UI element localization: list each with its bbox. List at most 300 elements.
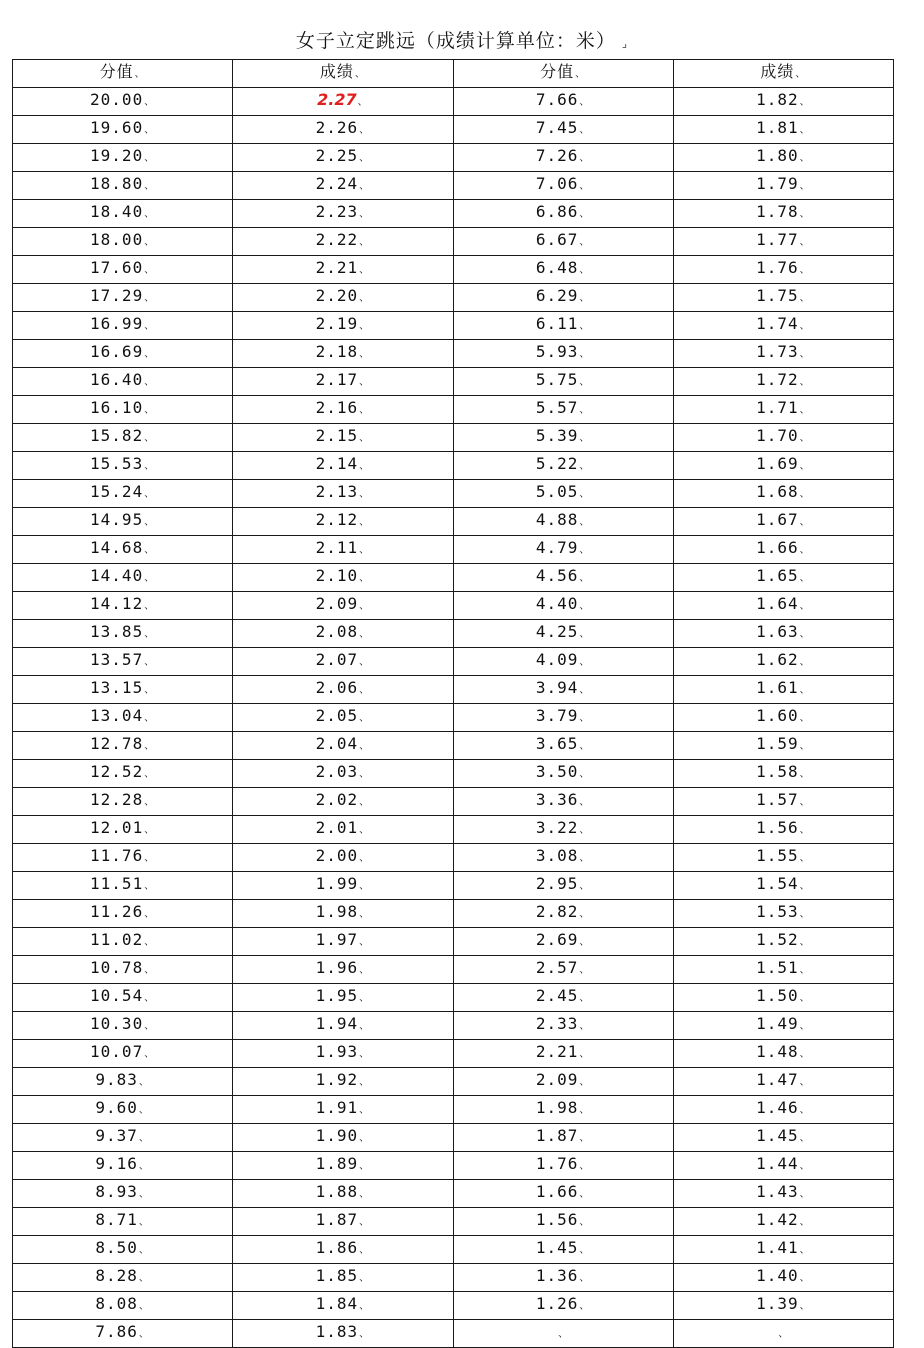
cell-mark: 、 [359, 685, 371, 696]
result-cell: 1.98、 [233, 900, 453, 928]
cell-mark: 、 [359, 1049, 371, 1060]
cell-mark: 、 [144, 713, 156, 724]
cell-mark: 、 [359, 1105, 371, 1116]
score-cell-2: 7.06、 [453, 172, 673, 200]
score-cell-2: 1.45、 [453, 1236, 673, 1264]
result-cell: 1.93、 [233, 1040, 453, 1068]
cell-mark: 、 [138, 1217, 150, 1228]
cell-mark: 、 [144, 769, 156, 780]
result-cell: 2.21、 [233, 256, 453, 284]
result-cell-2: 1.42、 [673, 1208, 893, 1236]
table-row [13, 760, 894, 788]
cell-mark: 、 [359, 881, 371, 892]
cell-mark: 、 [144, 265, 156, 276]
cell-mark: 、 [144, 489, 156, 500]
table-row [13, 536, 894, 564]
result-cell: 2.04、 [233, 732, 453, 760]
cell-mark: 、 [579, 125, 591, 136]
cell-mark: 、 [359, 517, 371, 528]
cell-mark: 、 [799, 741, 811, 752]
table-row [13, 704, 894, 732]
cell-mark: 、 [799, 265, 811, 276]
cell-mark: 、 [359, 433, 371, 444]
result-cell-2: 1.68、 [673, 480, 893, 508]
result-cell-2: 1.54、 [673, 872, 893, 900]
score-cell-2: 7.26、 [453, 144, 673, 172]
score-cell: 17.29、 [13, 284, 233, 312]
result-cell-2: 1.49、 [673, 1012, 893, 1040]
cell-mark: 、 [359, 153, 371, 164]
score-cell-2: 3.08、 [453, 844, 673, 872]
result-cell: 2.19、 [233, 312, 453, 340]
cell-mark: 、 [799, 1245, 811, 1256]
score-cell: 8.08、 [13, 1292, 233, 1320]
cell-mark: 、 [579, 1301, 591, 1312]
cell-mark: 、 [579, 1077, 591, 1088]
result-cell-2: 1.48、 [673, 1040, 893, 1068]
table-row [13, 368, 894, 396]
cell-mark: 、 [144, 237, 156, 248]
score-cell: 13.57、 [13, 648, 233, 676]
cell-mark: 、 [579, 601, 591, 612]
cell-mark: 、 [579, 657, 591, 668]
cell-mark: 、 [144, 153, 156, 164]
result-cell: 1.87、 [233, 1208, 453, 1236]
cell-mark: 、 [799, 97, 811, 108]
score-cell: 19.60、 [13, 116, 233, 144]
result-cell-2: 1.71、 [673, 396, 893, 424]
cell-mark: 、 [144, 797, 156, 808]
result-cell: 2.17、 [233, 368, 453, 396]
cell-mark: 、 [144, 1021, 156, 1032]
cell-mark: 、 [579, 461, 591, 472]
score-cell-2: 6.86、 [453, 200, 673, 228]
cell-mark: 、 [144, 517, 156, 528]
score-cell-2: 4.56、 [453, 564, 673, 592]
cell-mark: 、 [579, 265, 591, 276]
cell-mark: 、 [359, 797, 371, 808]
table-row [13, 424, 894, 452]
result-cell: 1.90、 [233, 1124, 453, 1152]
score-table [12, 59, 894, 1348]
cell-mark: 、 [579, 1161, 591, 1172]
score-cell-2: 6.48、 [453, 256, 673, 284]
cell-mark: 、 [144, 293, 156, 304]
table-row [13, 452, 894, 480]
cell-mark: 、 [357, 97, 369, 108]
cell-mark: 、 [579, 853, 591, 864]
document-title [0, 26, 924, 53]
score-cell-2: 1.56、 [453, 1208, 673, 1236]
result-cell: 1.88、 [233, 1180, 453, 1208]
score-cell-2: 5.57、 [453, 396, 673, 424]
cell-mark: 、 [359, 937, 371, 948]
table-row [13, 480, 894, 508]
cell-mark: 、 [144, 657, 156, 668]
score-cell-2: 5.05、 [453, 480, 673, 508]
cell-mark: 、 [799, 293, 811, 304]
cell-mark: 、 [359, 741, 371, 752]
cell-mark: 、 [799, 1161, 811, 1172]
result-cell: 1.95、 [233, 984, 453, 1012]
cell-mark: 、 [799, 321, 811, 332]
cell-mark: 、 [138, 1161, 150, 1172]
score-cell-2 [453, 1320, 673, 1348]
cell-mark: 、 [359, 181, 371, 192]
cell-mark: 、 [799, 433, 811, 444]
cell-mark: 、 [799, 1105, 811, 1116]
result-cell: 1.92、 [233, 1068, 453, 1096]
cell-mark: 、 [144, 741, 156, 752]
result-cell-2: 1.65、 [673, 564, 893, 592]
score-cell: 12.52、 [13, 760, 233, 788]
score-cell: 9.60、 [13, 1096, 233, 1124]
score-cell-2: 2.57、 [453, 956, 673, 984]
score-cell: 8.28、 [13, 1264, 233, 1292]
cell-mark: 、 [359, 1021, 371, 1032]
score-cell-2: 3.65、 [453, 732, 673, 760]
cell-mark: 、 [359, 825, 371, 836]
cell-mark: 、 [579, 237, 591, 248]
result-cell-2: 1.46、 [673, 1096, 893, 1124]
table-row [13, 256, 894, 284]
score-cell-2: 6.29、 [453, 284, 673, 312]
result-cell-2: 1.67、 [673, 508, 893, 536]
cell-mark: 、 [359, 321, 371, 332]
table-row [13, 788, 894, 816]
score-cell: 15.82、 [13, 424, 233, 452]
cell-mark: 、 [359, 1329, 371, 1340]
score-cell-2: 5.22、 [453, 452, 673, 480]
table-row [13, 872, 894, 900]
cell-mark: 、 [138, 1245, 150, 1256]
result-cell-2: 1.60、 [673, 704, 893, 732]
cell-mark: 、 [144, 461, 156, 472]
score-cell: 16.40、 [13, 368, 233, 396]
table-row [13, 592, 894, 620]
score-cell: 15.53、 [13, 452, 233, 480]
table-row [13, 676, 894, 704]
score-cell: 18.00、 [13, 228, 233, 256]
result-cell-2: 1.59、 [673, 732, 893, 760]
table-row [13, 1152, 894, 1180]
cell-mark: 、 [799, 1021, 811, 1032]
result-cell: 2.22、 [233, 228, 453, 256]
result-cell: 2.13、 [233, 480, 453, 508]
score-cell: 11.02、 [13, 928, 233, 956]
cell-mark: 、 [579, 1049, 591, 1060]
cell-mark: 、 [359, 1273, 371, 1284]
score-cell-2: 2.82、 [453, 900, 673, 928]
score-cell: 8.50、 [13, 1236, 233, 1264]
result-cell-2: 1.47、 [673, 1068, 893, 1096]
score-cell: 16.99、 [13, 312, 233, 340]
cell-mark: 、 [579, 881, 591, 892]
table-row [13, 620, 894, 648]
table-row [13, 648, 894, 676]
cell-mark: 、 [144, 965, 156, 976]
result-cell: 1.84、 [233, 1292, 453, 1320]
cell-mark: 、 [359, 237, 371, 248]
score-cell: 13.85、 [13, 620, 233, 648]
cell-mark: 、 [579, 573, 591, 584]
result-cell-2: 1.57、 [673, 788, 893, 816]
cell-mark: 、 [144, 881, 156, 892]
score-cell-2: 1.66、 [453, 1180, 673, 1208]
score-cell-2: 6.11、 [453, 312, 673, 340]
cell-mark: 、 [558, 1329, 570, 1340]
score-cell: 20.00、 [13, 88, 233, 116]
table-header-row [13, 60, 894, 88]
table-row [13, 200, 894, 228]
table-row [13, 1236, 894, 1264]
result-cell: 1.86、 [233, 1236, 453, 1264]
score-cell: 13.04、 [13, 704, 233, 732]
score-cell: 14.95、 [13, 508, 233, 536]
score-cell: 16.69、 [13, 340, 233, 368]
cell-mark: 、 [579, 1245, 591, 1256]
cell-mark: 、 [144, 993, 156, 1004]
result-cell: 1.97、 [233, 928, 453, 956]
cell-mark: 、 [579, 209, 591, 220]
cell-mark: 、 [579, 685, 591, 696]
cell-mark: 、 [359, 1217, 371, 1228]
result-cell-2: 1.80、 [673, 144, 893, 172]
result-cell-2: 1.74、 [673, 312, 893, 340]
result-cell: 2.11、 [233, 536, 453, 564]
cell-mark: 、 [799, 377, 811, 388]
score-cell: 11.51、 [13, 872, 233, 900]
result-cell: 2.07、 [233, 648, 453, 676]
score-cell-2: 3.22、 [453, 816, 673, 844]
result-cell-2: 1.63、 [673, 620, 893, 648]
score-cell-2: 7.45、 [453, 116, 673, 144]
cell-mark: 、 [144, 321, 156, 332]
cell-mark: 、 [359, 769, 371, 780]
cell-mark: 、 [799, 909, 811, 920]
cell-mark: 、 [799, 685, 811, 696]
cell-mark: 、 [799, 1189, 811, 1200]
result-cell: 1.85、 [233, 1264, 453, 1292]
score-cell: 11.26、 [13, 900, 233, 928]
score-cell: 12.78、 [13, 732, 233, 760]
result-cell: 2.12、 [233, 508, 453, 536]
result-cell-2: 1.75、 [673, 284, 893, 312]
result-cell: 2.15、 [233, 424, 453, 452]
result-cell: 2.25、 [233, 144, 453, 172]
table-row [13, 564, 894, 592]
cell-mark: 、 [359, 1301, 371, 1312]
table-row [13, 312, 894, 340]
cell-mark: 、 [359, 1245, 371, 1256]
cell-mark: 、 [144, 209, 156, 220]
cell-mark: 、 [799, 881, 811, 892]
result-cell: 2.16、 [233, 396, 453, 424]
table-row [13, 144, 894, 172]
cell-mark: 、 [144, 685, 156, 696]
cell-mark: 、 [144, 433, 156, 444]
result-cell: 1.94、 [233, 1012, 453, 1040]
table-row [13, 1208, 894, 1236]
result-cell-2: 1.40、 [673, 1264, 893, 1292]
result-cell: 1.96、 [233, 956, 453, 984]
title-mark: ⌟ [621, 37, 629, 50]
result-cell-2: 1.55、 [673, 844, 893, 872]
cell-mark: 、 [144, 825, 156, 836]
cell-mark: 、 [144, 937, 156, 948]
cell-mark: 、 [799, 853, 811, 864]
cell-mark: 、 [579, 545, 591, 556]
header-result-2: 成绩、 [673, 60, 893, 88]
cell-mark: 、 [799, 573, 811, 584]
score-cell: 10.78、 [13, 956, 233, 984]
table-row [13, 900, 894, 928]
result-cell-2: 1.73、 [673, 340, 893, 368]
cell-mark: 、 [144, 909, 156, 920]
cell-mark: 、 [359, 713, 371, 724]
score-cell-2: 4.79、 [453, 536, 673, 564]
cell-mark: 、 [799, 629, 811, 640]
cell-mark: 、 [579, 909, 591, 920]
cell-mark: 、 [359, 853, 371, 864]
cell-mark: 、 [359, 1161, 371, 1172]
cell-mark: 、 [579, 965, 591, 976]
result-cell: 2.05、 [233, 704, 453, 732]
score-cell-2: 3.50、 [453, 760, 673, 788]
cell-mark: 、 [144, 545, 156, 556]
cell-mark: 、 [359, 545, 371, 556]
cell-mark: 、 [799, 993, 811, 1004]
score-cell: 8.71、 [13, 1208, 233, 1236]
cell-mark: 、 [359, 293, 371, 304]
score-cell-2: 1.36、 [453, 1264, 673, 1292]
cell-mark: 、 [799, 517, 811, 528]
table-row [13, 1096, 894, 1124]
table-row [13, 116, 894, 144]
score-cell-2: 4.40、 [453, 592, 673, 620]
cell-mark: 、 [144, 601, 156, 612]
cell-mark: 、 [579, 993, 591, 1004]
cell-mark: 、 [579, 741, 591, 752]
cell-mark: 、 [359, 573, 371, 584]
score-cell-2: 2.95、 [453, 872, 673, 900]
result-cell-2: 1.58、 [673, 760, 893, 788]
cell-mark: 、 [799, 769, 811, 780]
result-cell: 2.01、 [233, 816, 453, 844]
cell-mark: 、 [138, 1133, 150, 1144]
header-score-2: 分值、 [453, 60, 673, 88]
header-score-1: 分值、 [13, 60, 233, 88]
score-cell: 17.60、 [13, 256, 233, 284]
cell-mark: 、 [799, 349, 811, 360]
cell-mark: 、 [799, 209, 811, 220]
table-row [13, 732, 894, 760]
result-cell-2: 1.53、 [673, 900, 893, 928]
result-cell: 2.14、 [233, 452, 453, 480]
cell-mark: 、 [579, 153, 591, 164]
table-row [13, 396, 894, 424]
cell-mark: 、 [359, 1189, 371, 1200]
cell-mark: 、 [579, 1133, 591, 1144]
result-cell: 1.89、 [233, 1152, 453, 1180]
score-cell: 18.40、 [13, 200, 233, 228]
cell-mark: 、 [579, 825, 591, 836]
score-cell: 9.16、 [13, 1152, 233, 1180]
result-cell: 2.00、 [233, 844, 453, 872]
score-cell-2: 5.93、 [453, 340, 673, 368]
cell-mark: 、 [359, 657, 371, 668]
cell-mark: 、 [579, 769, 591, 780]
table-row [13, 1292, 894, 1320]
cell-mark: 、 [799, 937, 811, 948]
cell-mark: 、 [359, 965, 371, 976]
score-cell: 9.83、 [13, 1068, 233, 1096]
table-row [13, 1180, 894, 1208]
score-cell: 14.68、 [13, 536, 233, 564]
cell-mark: 、 [799, 1273, 811, 1284]
cell-mark: 、 [579, 1273, 591, 1284]
cell-mark: 、 [579, 181, 591, 192]
table-row [13, 284, 894, 312]
score-cell: 10.30、 [13, 1012, 233, 1040]
table-row [13, 1068, 894, 1096]
score-cell-2: 2.69、 [453, 928, 673, 956]
score-cell: 11.76、 [13, 844, 233, 872]
table-row [13, 88, 894, 116]
result-cell-2: 1.76、 [673, 256, 893, 284]
cell-mark: 、 [144, 377, 156, 388]
result-cell-2: 1.43、 [673, 1180, 893, 1208]
score-cell-2: 1.87、 [453, 1124, 673, 1152]
score-cell: 9.37、 [13, 1124, 233, 1152]
cell-mark: 、 [579, 293, 591, 304]
result-cell [233, 88, 453, 116]
cell-mark: 、 [799, 1301, 811, 1312]
cell-mark: 、 [144, 349, 156, 360]
result-cell: 2.24、 [233, 172, 453, 200]
result-cell-2: 1.56、 [673, 816, 893, 844]
cell-mark: 、 [799, 237, 811, 248]
result-cell-2: 1.52、 [673, 928, 893, 956]
cell-mark: 、 [359, 601, 371, 612]
cell-mark: 、 [799, 153, 811, 164]
cell-mark: 、 [359, 1077, 371, 1088]
table-row [13, 172, 894, 200]
table-row [13, 1320, 894, 1348]
cell-mark: 、 [144, 405, 156, 416]
result-cell: 1.99、 [233, 872, 453, 900]
cell-mark: 、 [799, 657, 811, 668]
cell-mark: 、 [799, 965, 811, 976]
score-cell-2: 2.33、 [453, 1012, 673, 1040]
title-text: 女子立定跳远（成绩计算单位：米） [295, 30, 616, 52]
result-cell-2: 1.70、 [673, 424, 893, 452]
score-cell-2: 1.26、 [453, 1292, 673, 1320]
cell-mark: 、 [359, 909, 371, 920]
cell-mark: 、 [799, 1133, 811, 1144]
score-cell-2: 3.94、 [453, 676, 673, 704]
result-cell: 2.20、 [233, 284, 453, 312]
table-row [13, 816, 894, 844]
cell-mark: 、 [359, 265, 371, 276]
table-row [13, 1124, 894, 1152]
result-cell-2: 1.45、 [673, 1124, 893, 1152]
result-cell-2: 1.62、 [673, 648, 893, 676]
score-cell: 10.54、 [13, 984, 233, 1012]
cell-mark: 、 [144, 573, 156, 584]
cell-mark: 、 [799, 1049, 811, 1060]
cell-mark: 、 [359, 209, 371, 220]
